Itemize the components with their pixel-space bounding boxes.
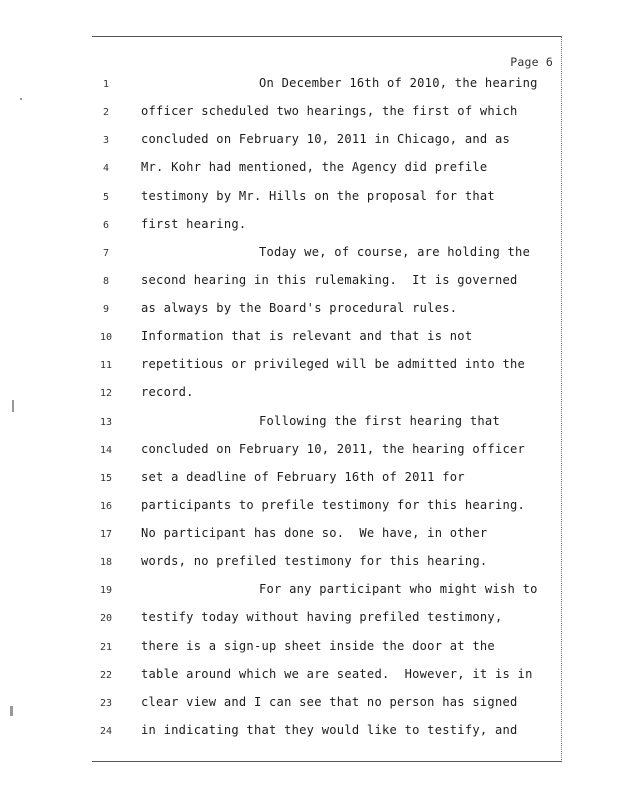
transcript-line [92,357,562,377]
line-text: For any participant who might wish to [259,582,538,596]
transcript-line [92,245,562,265]
line-text: repetitious or privileged will be admitted into the [141,357,526,371]
line-number: 7 [102,248,110,259]
scan-speck [12,400,14,412]
line-text: there is a sign-up sheet inside the door at the [141,639,495,653]
line-number: 22 [99,670,113,681]
line-text: Today we, of course, are holding the [259,245,531,259]
line-text: clear view and I can see that no person has signed [141,695,518,709]
scan-speck [20,98,22,100]
line-number: 24 [99,726,113,737]
transcript-line [92,76,562,96]
line-text: Mr. Kohr had mentioned, the Agency did prefile [141,160,488,174]
transcript-page [92,36,562,762]
transcript-line [92,526,562,546]
line-text: first hearing. [141,217,247,231]
transcript-line [92,132,562,152]
transcript-line [92,160,562,180]
line-number: 6 [102,220,110,231]
transcript-line [92,582,562,602]
transcript-line [92,610,562,630]
line-number: 4 [102,163,110,174]
line-number: 23 [99,698,113,709]
transcript-line [92,442,562,462]
transcript-line [92,329,562,349]
transcript-line [92,639,562,659]
page-number: Page 6 [510,55,553,69]
transcript-line [92,189,562,209]
line-text: table around which we are seated. However, it is in [141,667,533,681]
line-text: set a deadline of February 16th of 2011 for [141,470,465,484]
line-text: No participant has done so. We have, in other [141,526,488,540]
transcript-line [92,301,562,321]
line-number: 9 [102,304,110,315]
transcript-line [92,217,562,237]
line-text: words, no prefiled testimony for this hearing. [141,554,488,568]
line-number: 21 [99,642,113,653]
transcript-line [92,498,562,518]
line-text: testimony by Mr. Hills on the proposal for that [141,189,495,203]
line-number: 16 [99,501,113,512]
line-number: 17 [99,529,113,540]
line-number: 12 [99,388,113,399]
line-text: participants to prefile testimony for this hearing. [141,498,526,512]
line-text: On December 16th of 2010, the hearing [259,76,538,90]
line-text: in indicating that they would like to testify, and [141,723,518,737]
line-text: concluded on February 10, 2011 in Chicago, and as [141,132,511,146]
line-number: 8 [102,276,110,287]
transcript-line [92,667,562,687]
line-text: as always by the Board's procedural rules. [141,301,458,315]
transcript-line [92,695,562,715]
line-number: 13 [99,417,113,428]
transcript-line [92,414,562,434]
line-number: 20 [99,613,113,624]
scan-speck [10,706,13,716]
line-number: 1 [102,79,110,90]
transcript-line [92,723,562,743]
transcript-line [92,385,562,405]
line-text: Following the first hearing that [259,414,500,428]
transcript-line [92,470,562,490]
line-text: second hearing in this rulemaking. It is governed [141,273,518,287]
transcript-line [92,104,562,124]
transcript-line [92,554,562,574]
line-number: 15 [99,473,113,484]
transcript-line [92,273,562,293]
line-number: 2 [102,107,110,118]
line-number: 5 [102,192,110,203]
line-number: 10 [99,332,113,343]
line-number: 3 [102,135,110,146]
line-text: record. [141,385,194,399]
line-number: 19 [99,585,113,596]
line-text: concluded on February 10, 2011, the hearing officer [141,442,526,456]
line-text: Information that is relevant and that is not [141,329,473,343]
line-number: 11 [99,360,113,371]
line-number: 14 [99,445,113,456]
line-text: testify today without having prefiled testimony, [141,610,503,624]
line-number: 18 [99,557,113,568]
line-text: officer scheduled two hearings, the first of which [141,104,518,118]
